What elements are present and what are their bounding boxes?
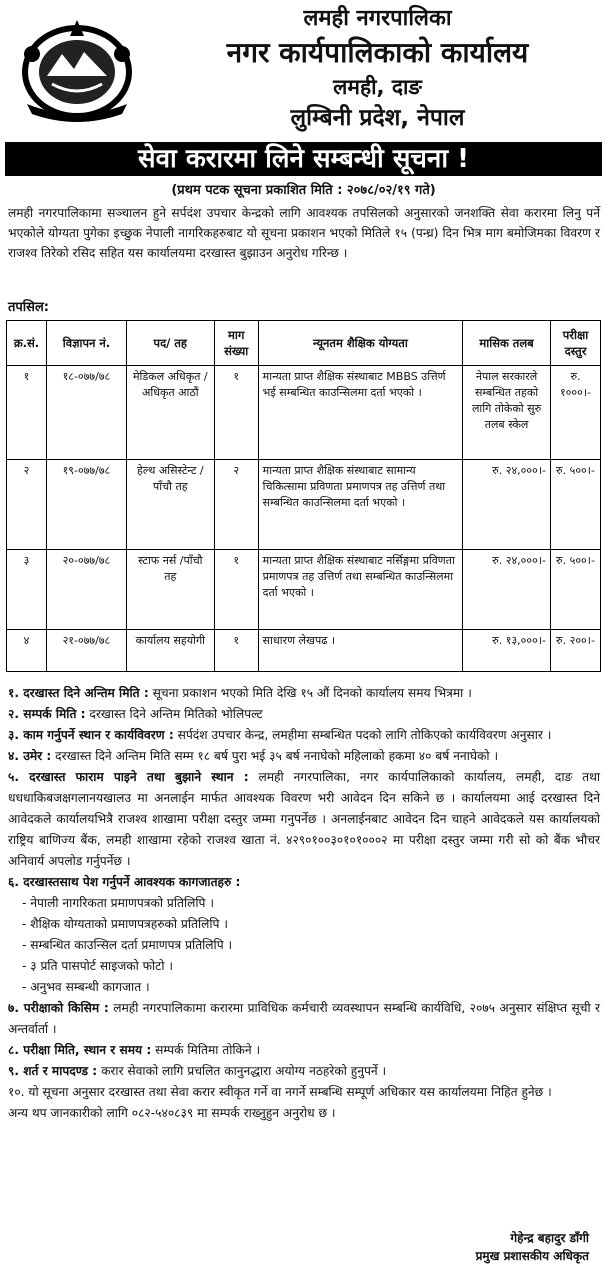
letterhead bbox=[0, 0, 607, 140]
section-title: ९. शर्त र मापदण्ड : bbox=[8, 1064, 98, 1078]
cell-fee: रु. २००।- bbox=[550, 630, 600, 672]
cell-quantity: १ bbox=[214, 630, 258, 672]
section-application-place bbox=[8, 767, 600, 872]
signatory-title: प्रमुख प्रशासकीय अधिकृत bbox=[475, 1249, 589, 1263]
list-item: - सम्बन्धित काउन्सिल दर्ता प्रमाणपत्र प्रतिलिपि । bbox=[22, 938, 233, 952]
cell-sn: २ bbox=[7, 460, 47, 550]
section-text: लमही नगरपालिकामा करारमा प्राविधिक कर्मचारी व्यवस्थापन सम्बन्धि कार्यविधि, २०७५ अनुसार संक्षिप्त सूची र अन्तर्वार्ता । bbox=[8, 1001, 600, 1036]
section-contact-date bbox=[8, 704, 600, 725]
cell-post: स्टाफ नर्स /पाँचौ तह bbox=[126, 550, 214, 630]
section-title: ७. परीक्षाको किसिम : bbox=[8, 1001, 109, 1015]
contact-line: अन्य थप जानकारीको लागि ०८२-५४०८३९ मा सम्पर्क राख्नुहुन अनुरोध छ । bbox=[8, 1106, 336, 1120]
header-post: पद/ तह bbox=[126, 321, 214, 366]
list-item: - शैक्षिक योग्यताको प्रमाणपत्रहरुको प्रतिलिपि । bbox=[22, 917, 228, 931]
section-text: दरखास्त दिने अन्तिम मितिको भोलिपल्ट bbox=[89, 707, 263, 721]
table-label: तपसिल: bbox=[8, 300, 49, 315]
cell-fee: रु. ५००।- bbox=[550, 550, 600, 630]
cell-quantity: १ bbox=[214, 366, 258, 460]
publish-date: (प्रथम पटक सूचना प्रकाशित मिति : २०७८/०२/१९ गते) bbox=[171, 183, 436, 198]
province-country: लुम्बिनी प्रदेश, नेपाल bbox=[290, 105, 465, 131]
section-title: ८. परीक्षा मिति, स्थान र समय : bbox=[8, 1043, 152, 1057]
cell-post: हेल्थ असिस्टेन्ट /पाँचौ तह bbox=[126, 460, 214, 550]
cell-qualification: मान्यता प्राप्त शैक्षिक संस्थाबाट सामान्य चिकित्सामा प्रविणता प्रमाणपत्र तह उत्तिर्ण तथा सम्बन्धित काउन्सिलमा दर्ता भएको । bbox=[258, 460, 462, 550]
section-text: दरखास्त दिने अन्तिम मिति सम्म १८ बर्ष पुरा भई ३५ बर्ष ननाघेको महिलाको हकमा ४० बर्ष ननाघेको । bbox=[55, 749, 499, 763]
section-exam-type bbox=[8, 998, 600, 1040]
section-text: सर्पदंश उपचार केन्द्र, लमहीमा सम्बन्धित पदको लागि तोकिएको कार्यविवरण अनुसार । bbox=[177, 728, 552, 742]
header-sn: क्र.सं. bbox=[7, 321, 47, 366]
section-documents bbox=[8, 872, 600, 893]
cell-salary: रु. १३,०००।- bbox=[463, 630, 551, 672]
header-adv-no: विज्ञापन नं. bbox=[46, 321, 126, 366]
documents-list bbox=[8, 893, 600, 998]
cell-qualification: मान्यता प्राप्त शैक्षिक संस्थाबाट MBBS उत्तिर्ण भई सम्बन्धित काउन्सिलमा दर्ता भएको । bbox=[258, 366, 462, 460]
office-address: लमही, दाङ bbox=[333, 75, 422, 99]
cell-fee: रु. ५००।- bbox=[550, 460, 600, 550]
section-title: ६. दरखास्तसाथ पेश गर्नुपर्ने आवश्यक कागजातहरु : bbox=[8, 875, 241, 889]
section-exam-date bbox=[8, 1040, 600, 1061]
section-authority: १०. यो सूचना अनुसार दरखास्त तथा सेवा करार स्वीकृत गर्ने वा नगर्ने सम्बन्धि सम्पूर्ण अधिकार यस कार्यालयमा निहित हुनेछ । bbox=[8, 1085, 552, 1099]
government-emblem-icon bbox=[12, 14, 142, 126]
table-row bbox=[7, 550, 601, 630]
list-item: - नेपाली नागरिकता प्रमाणपत्रको प्रतिलिपि । bbox=[22, 896, 214, 910]
cell-salary: रु. २४,०००।- bbox=[463, 460, 551, 550]
cell-salary: नेपाल सरकारले सम्बन्धित तहको लागि तोकेको सुरु तलब स्केल bbox=[463, 366, 551, 460]
signature-block bbox=[476, 1229, 589, 1265]
notice-sections bbox=[8, 683, 600, 1124]
cell-fee: रु. १०००।- bbox=[550, 366, 600, 460]
cell-qualification: मान्यता प्राप्त शैक्षिक संस्थाबाट नर्सिङ्गमा प्रविणता प्रमाणपत्र तह उत्तिर्ण तथा सम्बन्धित काउन्सिलमा दर्ता भएको । bbox=[258, 550, 462, 630]
cell-salary: रु. २४,०००।- bbox=[463, 550, 551, 630]
header-qualification: न्यूनतम शैक्षिक योग्यता bbox=[258, 321, 462, 366]
municipality-name: लमही नगरपालिका bbox=[303, 6, 452, 31]
section-title: १. दरखास्त दिने अन्तिम मिति : bbox=[8, 686, 149, 700]
header-fee: परीक्षा दस्तुर bbox=[550, 321, 600, 366]
section-title: ५. दरखास्त फाराम पाइने तथा बुझाने स्थान : bbox=[8, 770, 249, 784]
cell-sn: १ bbox=[7, 366, 47, 460]
vacancy-table bbox=[6, 320, 601, 672]
cell-adv-no: २१-०७७/७८ bbox=[46, 630, 126, 672]
section-text: करार सेवाको लागि प्रचलित कानुनद्धारा अयोग्य नठहरेको हुनुपर्ने । bbox=[101, 1064, 387, 1078]
cell-adv-no: २०-०७७/७८ bbox=[46, 550, 126, 630]
section-text: सूचना प्रकाशन भएको मिति देखि १५ औं दिनको कार्यालय समय भित्रमा । bbox=[152, 686, 472, 700]
cell-sn: ४ bbox=[7, 630, 47, 672]
section-title: २. सम्पर्क मिति : bbox=[8, 707, 86, 721]
cell-adv-no: १८-०७७/७८ bbox=[46, 366, 126, 460]
section-text: लमही नगरपालिका, नगर कार्यपालिकाको कार्यालय, लमही, दाङ तथा धधधाकिबजक्षगलानयखालउ मा अनलाईन मार्फत आवश्यक विवरण भरी आवेदन दिन सकिने छ । कार्यालयमा आई दरखास्त दिने आवेदकले कार्यालयभित्रै राजश्व शाखामा परीक्षा दस्तुर जम्मा गनुपर्नेछ । अनलाईनबाट आवेदन दिन चाहने आवेदकले यस कार्यालयको राष्ट्रिय बाणिज्य बैंक, लमही शाखामा रहेको राजश्व खाता नं. ४२९०१००३०१०१०००२ मा परीक्षा दस्तुर जम्मा गरी सो को बैंक भौचर अनिवार्य अपलोड गर्नुपर्नेछ । bbox=[8, 770, 601, 868]
cell-quantity: १ bbox=[214, 550, 258, 630]
section-title: ३. काम गर्नुपर्ने स्थान र कार्यविवरण : bbox=[8, 728, 174, 742]
table-header-row bbox=[7, 321, 601, 366]
cell-quantity: २ bbox=[214, 460, 258, 550]
section-title: ४. उमेर : bbox=[8, 749, 52, 763]
section-deadline bbox=[8, 683, 600, 704]
cell-qualification: साधारण लेखपढ । bbox=[258, 630, 462, 672]
list-item: - अनुभव सम्बन्धी कागजात । bbox=[22, 980, 150, 994]
intro-paragraph: लमही नगरपालिकामा सञ्चालन हुने सर्पदंश उपचार केन्द्रको लागि आवश्यक तपसिलको अनुसारको जनशक्ति सेवा करारमा लिनु पर्ने भएकोले योग्यता पुगेका इच्छुक नेपाली नागरिकहरुबाट यो सूचना प्रकाशन भएको मितिले १५ (पन्ध्र) दिन भित्र माग बमोजिमका विवरण र राजश्व तिरेको रसिद सहित यस कार्यालयमा दरखास्त बुझाउन अनुरोध गरिन्छ । bbox=[8, 206, 600, 260]
cell-post: कार्यालय सहयोगी bbox=[126, 630, 214, 672]
section-conditions bbox=[8, 1061, 600, 1082]
office-name: नगर कार्यपालिकाको कार्यालय bbox=[226, 36, 529, 69]
section-age bbox=[8, 746, 600, 767]
cell-adv-no: १९-०७७/७८ bbox=[46, 460, 126, 550]
notice-title-banner: सेवा करारमा लिने सम्बन्धी सूचना ! bbox=[5, 142, 602, 176]
table-row bbox=[7, 630, 601, 672]
section-work-location bbox=[8, 725, 600, 746]
table-row bbox=[7, 366, 601, 460]
cell-sn: ३ bbox=[7, 550, 47, 630]
section-text: सम्पर्क मितिमा तोकिने । bbox=[155, 1043, 261, 1057]
signatory-name: गेहेन्द्र बहादुर डाँगी bbox=[510, 1231, 589, 1245]
list-item: - ३ प्रति पासपोर्ट साइजको फोटो । bbox=[22, 959, 173, 973]
header-salary: मासिक तलब bbox=[463, 321, 551, 366]
cell-post: मेडिकल अधिकृत /अधिकृत आठौं bbox=[126, 366, 214, 460]
table-row bbox=[7, 460, 601, 550]
header-quantity: माग संख्या bbox=[214, 321, 258, 366]
